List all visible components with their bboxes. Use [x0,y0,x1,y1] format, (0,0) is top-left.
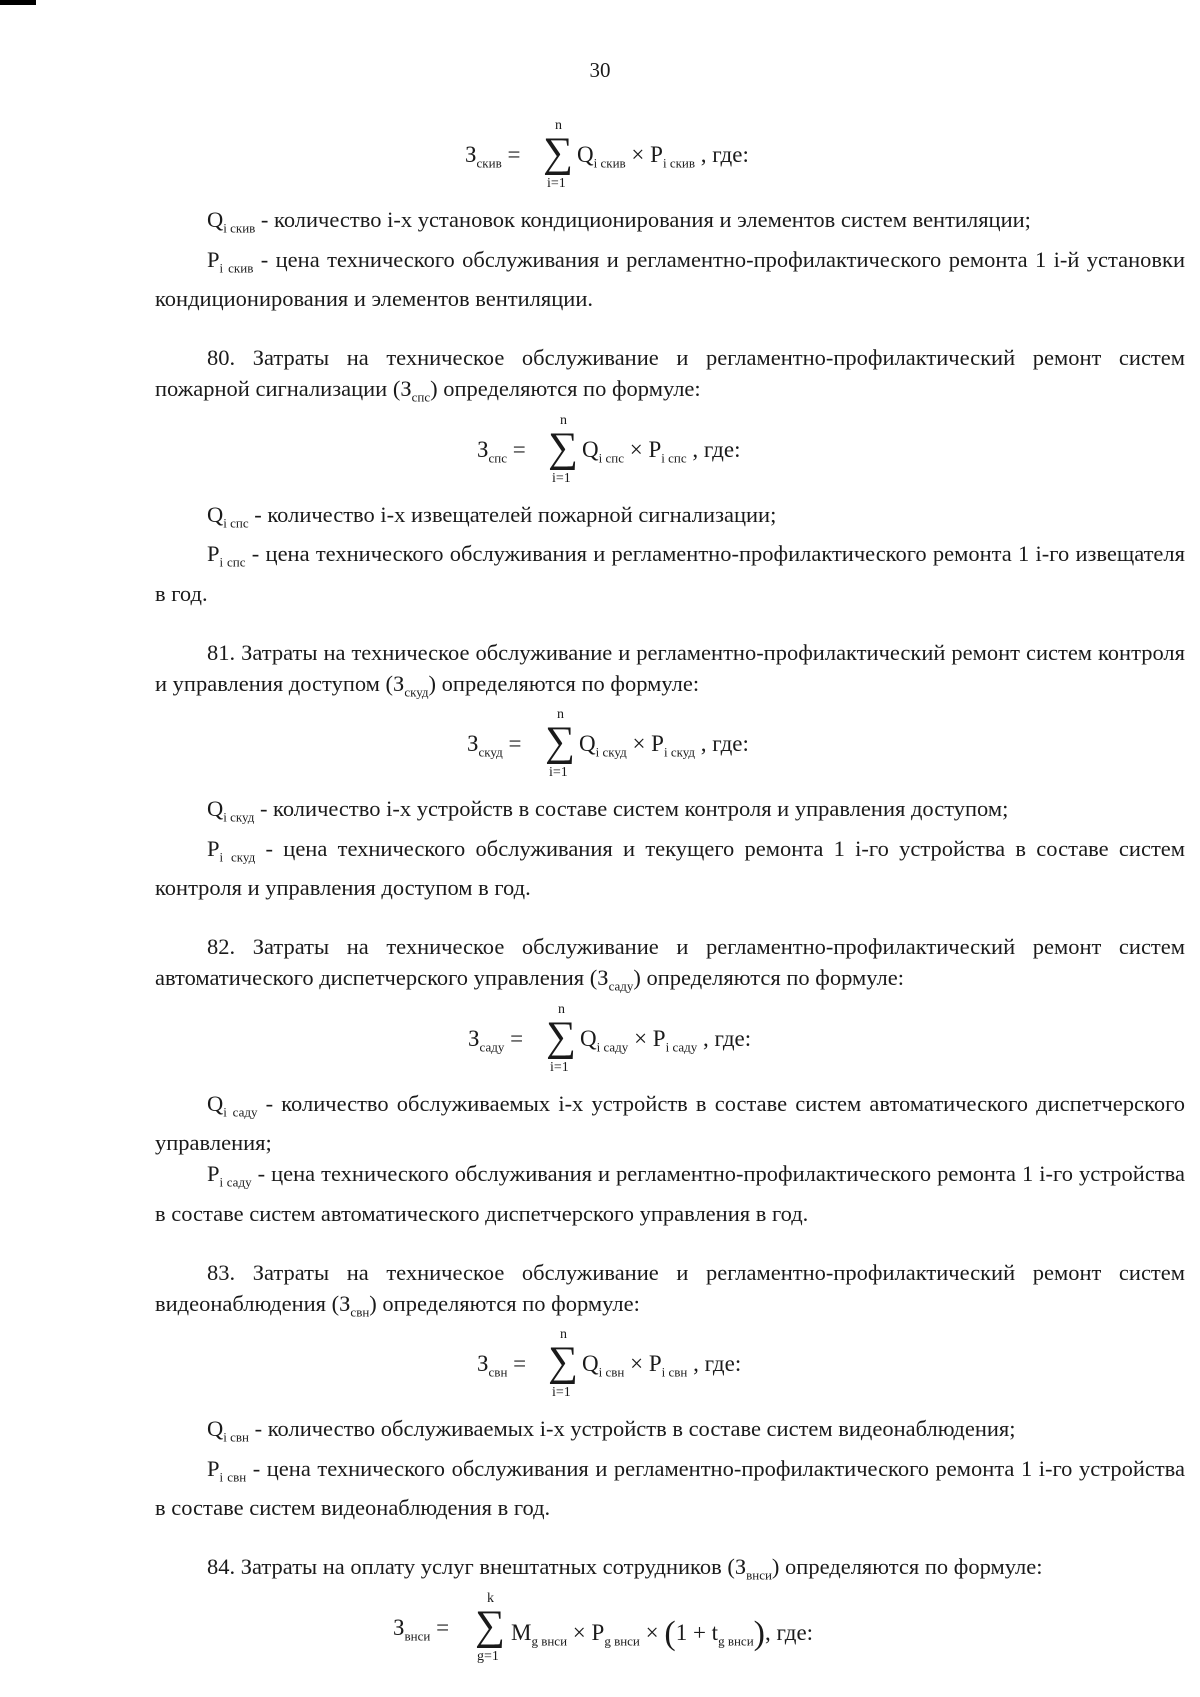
definition-p-sadu: $P_{i саду}$ - цена технического обслуживания и регламентно-профилактического ремонта 1 i-го устройства в составе систем автоматического диспетчерского управления в год. [155,1161,1185,1226]
sum-symbol: ∑ [543,130,573,176]
definition-q-skiv: $Q_{i скив}$ - количество i-х установок кондиционирования и элементов систем вентиляции; [207,207,1031,236]
page-number: 30 [589,58,611,82]
sum-lower-limit: i=1 [547,176,566,191]
document-body [155,118,1185,1687]
sum-symbol: ∑ [546,1013,576,1060]
formula-lhs: $З_{спс}$ = [477,436,526,466]
formula-svn [155,1327,1185,1413]
sum-upper-limit: n [558,1001,565,1017]
paragraph-80: 80. Затраты на техническое обслуживание и регламентно-профилактический ремонт систем пожарной сигнализации $(З_{спс})$ определяются по формуле: [155,345,1185,405]
formula-rhs: $Q_{i скив} \times P_{i скив}$ , где: [577,142,749,171]
sum-lower-limit: i=1 [552,470,571,486]
definition-p-skud: $P_{i скуд}$ - цена технического обслуживания и текущего ремонта 1 i-го устройства в составе систем контроля и управления доступом в год. [155,835,1186,900]
definition-q-svn: $Q_{i свн}$ - количество обслуживаемых i-х устройств в составе систем видеонаблюдения; [207,1416,1016,1445]
formula-lhs: $З_{саду}$ = [468,1025,524,1055]
definition-p-sps: $P_{i спс}$ - цена технического обслуживания и регламентно-профилактического ремонта 1 i-го извещателя в год. [155,541,1185,606]
paragraph-82: 82. Затраты на техническое обслуживание и регламентно-профилактический ремонт систем автоматического диспетчерского управления $(З_{саду})$ определяются по формуле: [155,934,1185,994]
definition-q-sadu: $Q_{i саду}$ - количество обслуживаемых i-х устройств в составе систем автоматического диспетчерского управления; [155,1090,1185,1155]
formula-skiv [155,118,1185,204]
formula-lhs: $З_{внси}$ = [393,1614,450,1644]
sum-upper-limit: n [557,707,564,722]
definition-p-skiv: $P_{i скив}$ - цена технического обслуживания и регламентно-профилактического ремонта 1 i-й установки кондиционирования и элементов вентиляции. [155,246,1186,311]
sum-lower-limit: i=1 [552,1385,571,1400]
formula-rhs: $Q_{i свн} \times P_{i свн}$ , где: [582,1351,742,1380]
paragraph-84: 84. Затраты на оплату услуг внештатных сотрудников $(З_{внси})$ определяются по формуле: [207,1554,1043,1583]
definition-q-sps: $Q_{i спс}$ - количество i-х извещателей пожарной сигнализации; [207,501,777,530]
definition-p-svn: $P_{i свн}$ - цена технического обслуживания и регламентно-профилактического ремонта 1 i-го устройства в составе систем видеонаблюдения в год. [155,1455,1185,1520]
formula-lhs: $З_{скив}$ = [465,142,521,171]
sum-symbol: ∑ [475,1602,505,1649]
scan-corner-mark [0,0,36,5]
formula-sadu [155,1002,1185,1088]
formula-rhs: $M_{g внси} \times P_{g внси} \times (1 + t_{g внси})$, где: [511,1614,814,1652]
definition-q-skud: $Q_{i скуд}$ - количество i-х устройств в составе систем контроля и управления доступом; [207,796,1009,825]
sum-symbol: ∑ [545,719,575,765]
sum-upper-limit: n [560,1327,567,1342]
sum-lower-limit: i=1 [549,765,568,780]
formula-sps [155,413,1185,499]
formula-lhs: $З_{скуд}$ = [467,731,522,760]
formula-rhs: $Q_{i скуд} \times P_{i скуд}$ , где: [579,731,749,760]
paragraph-83: 83. Затраты на техническое обслуживание и регламентно-профилактический ремонт систем видеонаблюдения $(З_{свн})$ определяются по формуле: [155,1259,1185,1319]
formula-vnsi [155,1591,1185,1687]
formula-rhs: $Q_{i саду} \times P_{i саду}$ , где: [580,1025,752,1055]
sum-symbol: ∑ [548,1339,578,1385]
sum-upper-limit: n [560,412,567,428]
formula-lhs: $З_{свн}$ = [477,1351,527,1380]
formula-skud [155,707,1185,793]
sum-upper-limit: n [555,118,562,133]
paragraph-81: 81. Затраты на техническое обслуживание и регламентно-профилактический ремонт систем контроля и управления доступом $(З_{скуд})$ определяются по формуле: [155,639,1185,699]
sum-symbol: ∑ [548,424,578,471]
sum-upper-limit: k [487,1590,494,1606]
sum-lower-limit: i=1 [550,1059,569,1075]
sum-lower-limit: g=1 [477,1648,499,1664]
formula-rhs: $Q_{i спс} \times P_{i спс}$ , где: [582,436,741,466]
